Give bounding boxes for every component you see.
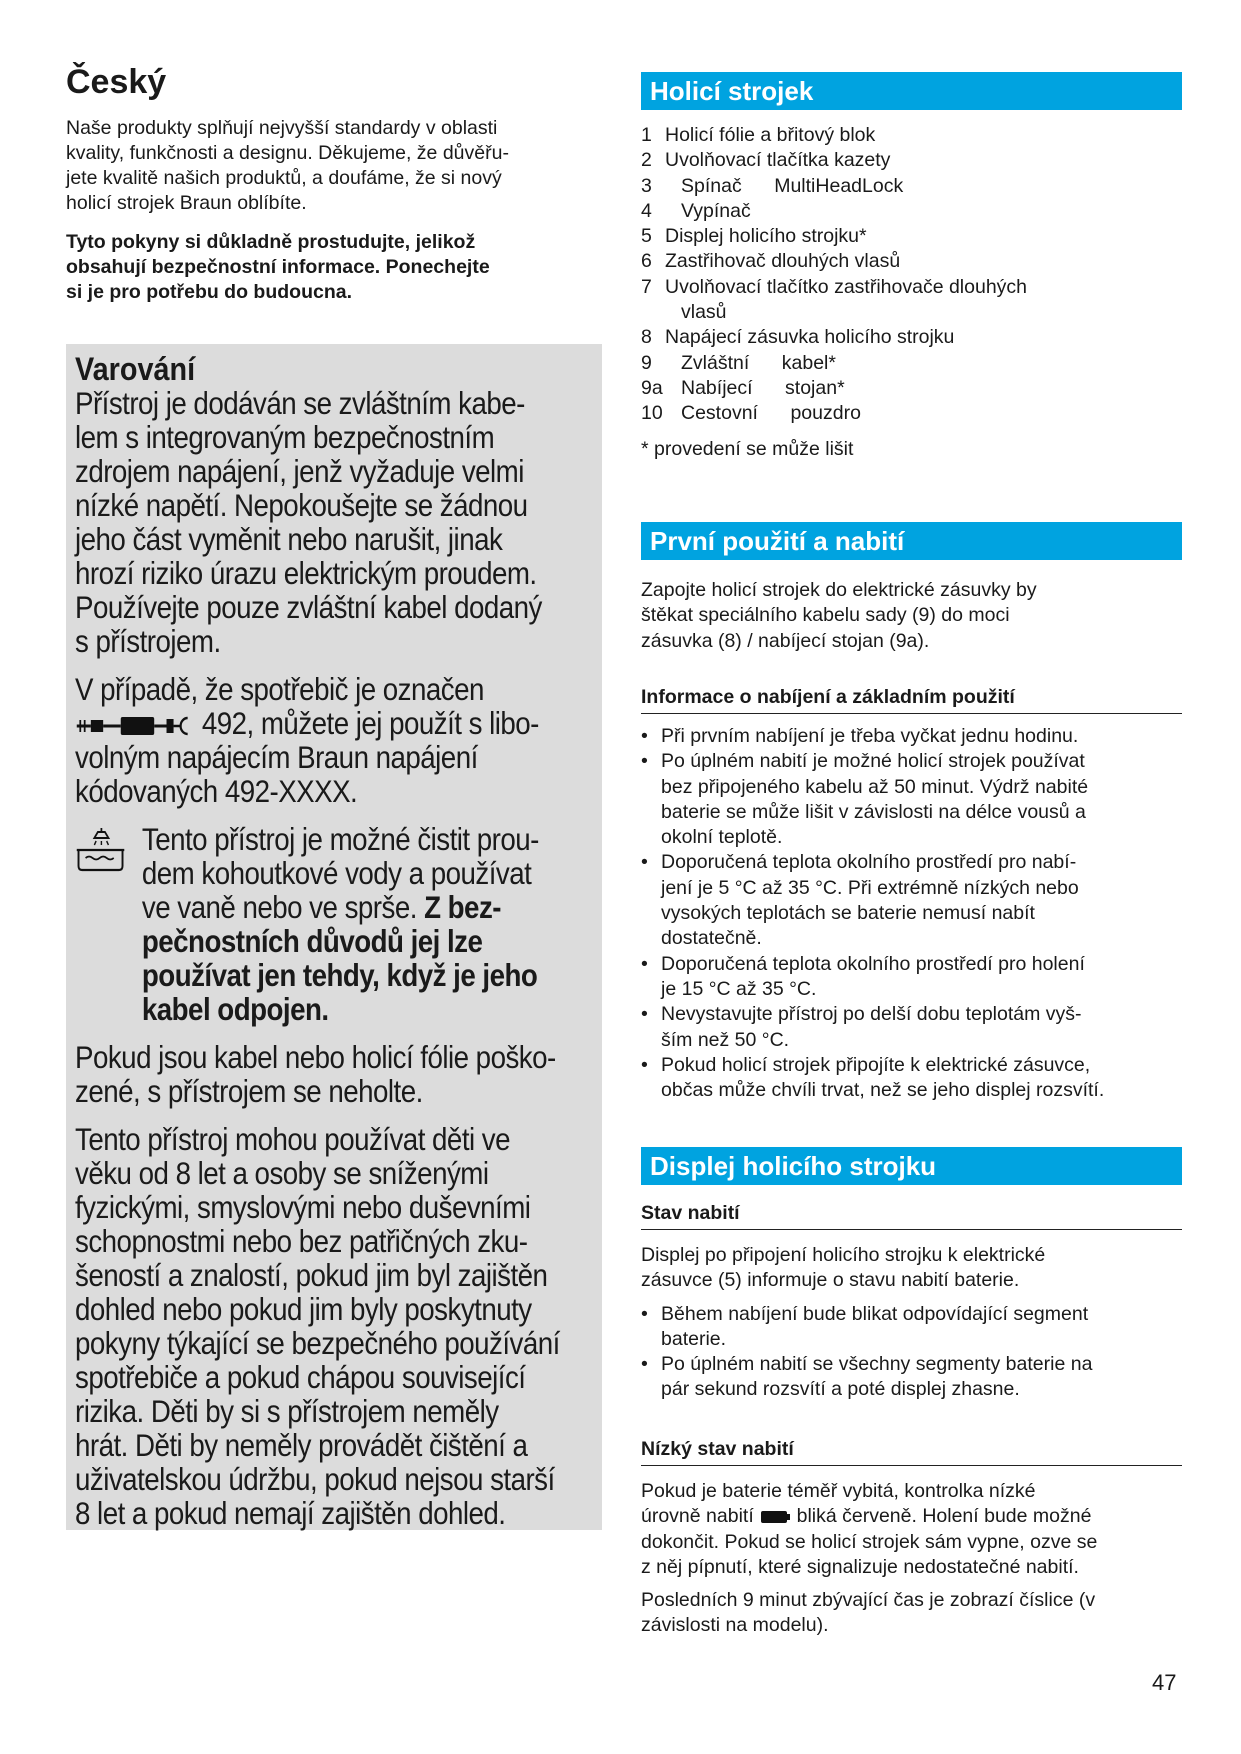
bullet-line: jení je 5 °C až 35 °C. Při extrémně nízkých nebo xyxy=(661,876,1079,899)
item-label: Cestovní pouzdro xyxy=(681,402,861,425)
warning-line: schopnostmi nebo bez patřičných zku- xyxy=(75,1223,528,1259)
item-number: 1 xyxy=(641,124,652,146)
item-number: 2 xyxy=(641,149,652,172)
bold-line: obsahují bezpečnostní informace. Ponechejte xyxy=(66,256,490,278)
paragraph-line: zásuvka (8) / nabíjecí stojan (9a). xyxy=(641,629,930,652)
warning-title: Varování xyxy=(75,351,196,387)
parts-list-item xyxy=(641,325,1182,350)
parts-list-item xyxy=(641,401,1182,426)
bullet-line: baterie. xyxy=(661,1327,727,1350)
item-number: 10 xyxy=(641,402,663,425)
paragraph-line: zásuvce (5) informuje o stavu nabití baterie. xyxy=(641,1269,1020,1292)
bullet-item xyxy=(641,749,1182,850)
warning-symbol-text: 492, můžete jej použít s libo- xyxy=(201,705,539,741)
safety-instruction-bold xyxy=(66,230,600,305)
item-number: 9 xyxy=(641,351,652,374)
plug-symbol-icon xyxy=(75,713,195,739)
bold-line: si je pro potřebu do budoucna. xyxy=(66,281,352,303)
item-label: Holicí fólie a břitový blok xyxy=(665,124,876,146)
bullet-line: pár sekund rozsvítí a poté displej zhasne. xyxy=(661,1378,1020,1401)
bullet-line: bez připojeného kabelu až 50 minut. Výdrž nabité xyxy=(661,775,1089,798)
warning-line: V případě, že spotřebič je označen xyxy=(75,671,484,707)
low-charge-section xyxy=(641,1479,1182,1639)
item-label: Uvolňovací tlačítka kazety xyxy=(665,149,891,172)
parts-list-item xyxy=(641,300,1182,325)
warning-line: s přístrojem. xyxy=(75,623,221,659)
first-use-paragraph xyxy=(641,578,1182,654)
bullet-line: okolní teplotě. xyxy=(661,826,783,849)
bullet-line: občas může chvíli trvat, než se jeho displej rozsvítí. xyxy=(661,1079,1105,1102)
inline-text: bliká červeně. Holení bude možné xyxy=(796,1505,1092,1528)
bullet-item xyxy=(641,1002,1182,1053)
warning-line: dohled nebo pokud jim byly poskytnuty xyxy=(75,1291,532,1327)
item-label: Spínač MultiHeadLock xyxy=(681,174,904,197)
parts-list-item xyxy=(641,148,1182,173)
item-number: 3 xyxy=(641,174,652,197)
warning-line: Tento přístroj mohou používat děti ve xyxy=(75,1121,511,1157)
section-heading-shaver: Holicí strojek xyxy=(641,72,1182,110)
bullet-line: • Po úplném nabití je možné holicí strojek používat xyxy=(661,750,1085,773)
item-label: vlasů xyxy=(681,301,727,324)
parts-list xyxy=(641,123,1182,427)
parts-list-item xyxy=(641,123,1182,148)
bullet-line: • Pokud holicí strojek připojíte k elektrické zásuvce, xyxy=(661,1053,1091,1076)
parts-list-item xyxy=(641,351,1182,376)
warning-paragraph-water xyxy=(75,822,659,1026)
bullet-item xyxy=(641,1352,1182,1403)
warning-paragraph-symbol xyxy=(75,672,592,808)
warning-line: Pokud jsou kabel nebo holicí fólie poško- xyxy=(75,1039,556,1075)
bullet-line: • Doporučená teplota okolního prostředí pro holení xyxy=(661,952,1085,975)
bullet-line: je 15 °C až 35 °C. xyxy=(661,977,817,1000)
warning-bold-line: kabel odpojen. xyxy=(141,991,329,1027)
bullet-line: • Nevystavujte přístroj po delší dobu teplotám vyš- xyxy=(661,1003,1082,1026)
intro-section xyxy=(66,62,600,305)
warning-line: pokyny týkající se bezpečného používání xyxy=(75,1325,560,1361)
subheading-charging-info: Informace o nabíjení a základním použití xyxy=(641,684,1182,714)
warning-line: lem s integrovaným bezpečnostním xyxy=(75,419,495,455)
paragraph-line: z něj pípnutí, které signalizuje nedostatečné nabití. xyxy=(641,1555,1079,1578)
warning-line: zdrojem napájení, jenž vyžaduje velmi xyxy=(75,453,524,489)
item-number: 7 xyxy=(641,275,652,298)
bullet-line: • Při prvním nabíjení je třeba vyčkat jednu hodinu. xyxy=(661,725,1079,747)
bullet-line: dostatečně. xyxy=(661,927,762,950)
item-label: Zvláštní kabel* xyxy=(681,351,836,374)
subheading-low-charge: Nízký stav nabití xyxy=(641,1436,1182,1466)
paragraph-line: Displej po připojení holicího strojku k elektrické xyxy=(641,1244,1046,1266)
section-heading-display: Displej holicího strojku xyxy=(641,1147,1182,1185)
warning-line: volným napájecím Braun napájení xyxy=(75,739,478,775)
warning-line: nízké napětí. Nepokoušejte se žádnou xyxy=(75,487,528,523)
item-number: 8 xyxy=(641,326,652,349)
warning-box xyxy=(66,344,602,1530)
warning-line: fyzickými, smyslovými nebo duševními xyxy=(75,1189,531,1225)
item-label: Zastřihovač dlouhých vlasů xyxy=(665,250,901,273)
item-number xyxy=(641,300,681,325)
warning-line: uživatelskou údržbu, pokud nejsou starší xyxy=(75,1461,555,1497)
parts-list-item xyxy=(641,224,1182,249)
low-charge-paragraph xyxy=(641,1479,1182,1580)
warning-bold-line: používat jen tehdy, když je jeho xyxy=(141,957,538,993)
warning-line: spotřebiče a pokud chápou související xyxy=(75,1359,526,1395)
intro-line: holicí strojek Braun oblíbíte. xyxy=(66,192,307,214)
warning-text: ve vaně nebo ve sprše. xyxy=(141,889,425,925)
paragraph-line xyxy=(641,1504,1182,1529)
warning-line: Používejte pouze zvláštní kabel dodaný xyxy=(75,589,542,625)
intro-line: kvality, funkčnosti a designu. Děkujeme, že důvěřu- xyxy=(66,142,509,164)
bullet-list xyxy=(641,1302,1182,1403)
paragraph-line: Pokud je baterie téměř vybitá, kontrolka nízké xyxy=(641,1480,1036,1502)
warning-line xyxy=(142,890,659,924)
parts-note: * provedení se může lišit xyxy=(641,437,854,460)
bullet-item xyxy=(641,1302,1182,1353)
warning-line: 8 let a pokud nemají zajištěn dohled. xyxy=(75,1495,506,1531)
low-battery-icon xyxy=(759,1509,791,1525)
warning-line: rizika. Děti by si s přístrojem neměly xyxy=(75,1393,499,1429)
warning-line: hrozí riziko úrazu elektrickým proudem. xyxy=(75,555,537,591)
item-number: 4 xyxy=(641,199,652,222)
bath-shower-icon xyxy=(75,826,126,872)
item-label: Vypínač xyxy=(681,199,751,222)
item-number: 6 xyxy=(641,250,652,273)
bullet-item xyxy=(641,952,1182,1003)
warning-paragraph-children xyxy=(75,1122,592,1530)
item-label: Nabíjecí stojan* xyxy=(681,376,845,399)
bullet-line: baterie se může lišit v závislosti na délce vousů a xyxy=(661,800,1086,823)
charging-info-bullets xyxy=(641,724,1182,1103)
parts-list-item xyxy=(641,199,1182,224)
bullet-list xyxy=(641,724,1182,1103)
parts-list-item xyxy=(641,249,1182,274)
section-heading-first-use: První použití a nabití xyxy=(641,522,1182,560)
bullet-item xyxy=(641,724,1182,749)
parts-list-item xyxy=(641,376,1182,401)
warning-line: kódovaných 492-XXXX. xyxy=(75,773,358,809)
warning-paragraph-damage xyxy=(75,1040,592,1108)
bold-line: Tyto pokyny si důkladně prostudujte, jelikož xyxy=(66,231,476,253)
bullet-item xyxy=(641,1053,1182,1104)
charge-state-paragraph xyxy=(641,1243,1182,1294)
bullet-line: • Po úplném nabití se všechny segmenty baterie na xyxy=(661,1353,1093,1376)
inline-text: úrovně nabití xyxy=(641,1505,754,1528)
warning-line: Přístroj je dodáván se zvláštním kabe- xyxy=(75,385,525,421)
bullet-line: • Doporučená teplota okolního prostředí pro nabí- xyxy=(661,851,1077,874)
bullet-line: ším než 50 °C. xyxy=(661,1028,790,1051)
parts-list-section xyxy=(641,123,1182,462)
paragraph-line: Posledních 9 minut zbývající čas je zobrazí číslice (v xyxy=(641,1589,1096,1612)
item-label: Uvolňovací tlačítko zastřihovače dlouhých xyxy=(665,275,1028,298)
warning-line xyxy=(75,706,592,740)
page-number: 47 xyxy=(1152,1670,1177,1695)
warning-bold-line: pečnostních důvodů jej lze xyxy=(141,923,483,959)
item-label: Napájecí zásuvka holicího strojku xyxy=(665,326,955,349)
warning-line: hrát. Děti by neměly provádět čištění a xyxy=(75,1427,528,1463)
warning-line: dem kohoutkové vody a používat xyxy=(141,855,532,891)
subheading-charge-state: Stav nabití xyxy=(641,1200,1182,1230)
language-title: Český xyxy=(66,63,167,101)
warning-paragraph-cable xyxy=(75,386,592,658)
intro-paragraph xyxy=(66,116,600,216)
paragraph-line: štěkat speciálního kabelu sady (9) do moci xyxy=(641,604,1010,627)
intro-line: jete kvalitě našich produktů, a doufáme, že si nový xyxy=(66,167,502,189)
item-number: 9a xyxy=(641,376,663,399)
paragraph-line: závislosti na modelu). xyxy=(641,1614,829,1637)
warning-line: šeností a znalostí, pokud jim byl zajištěn xyxy=(75,1257,548,1293)
bullet-line: • Během nabíjení bude blikat odpovídající segment xyxy=(661,1302,1089,1325)
item-number: 5 xyxy=(641,225,652,248)
bullet-item xyxy=(641,850,1182,951)
warning-bold-text: Z bez- xyxy=(424,889,501,925)
item-label: Displej holicího strojku* xyxy=(665,225,867,248)
intro-line: Naše produkty splňují nejvyšší standardy v oblasti xyxy=(66,117,498,139)
parts-list-item xyxy=(641,275,1182,300)
paragraph-line: Zapojte holicí strojek do elektrické zásuvky by xyxy=(641,579,1037,601)
warning-line: jeho část vyměnit nebo narušit, jinak xyxy=(75,521,503,557)
last-minutes-paragraph xyxy=(641,1588,1182,1639)
parts-list-item xyxy=(641,174,1182,199)
paragraph-line: dokončit. Pokud se holicí strojek sám vypne, ozve se xyxy=(641,1530,1098,1553)
warning-line: Tento přístroj je možné čistit prou- xyxy=(141,821,539,857)
warning-line: věku od 8 let a osoby se sníženými xyxy=(75,1155,489,1191)
bullet-line: vysokých teplotách se baterie nemusí nabít xyxy=(661,902,1035,925)
charge-state-section xyxy=(641,1243,1182,1403)
warning-line: zené, s přístrojem se neholte. xyxy=(75,1073,423,1109)
